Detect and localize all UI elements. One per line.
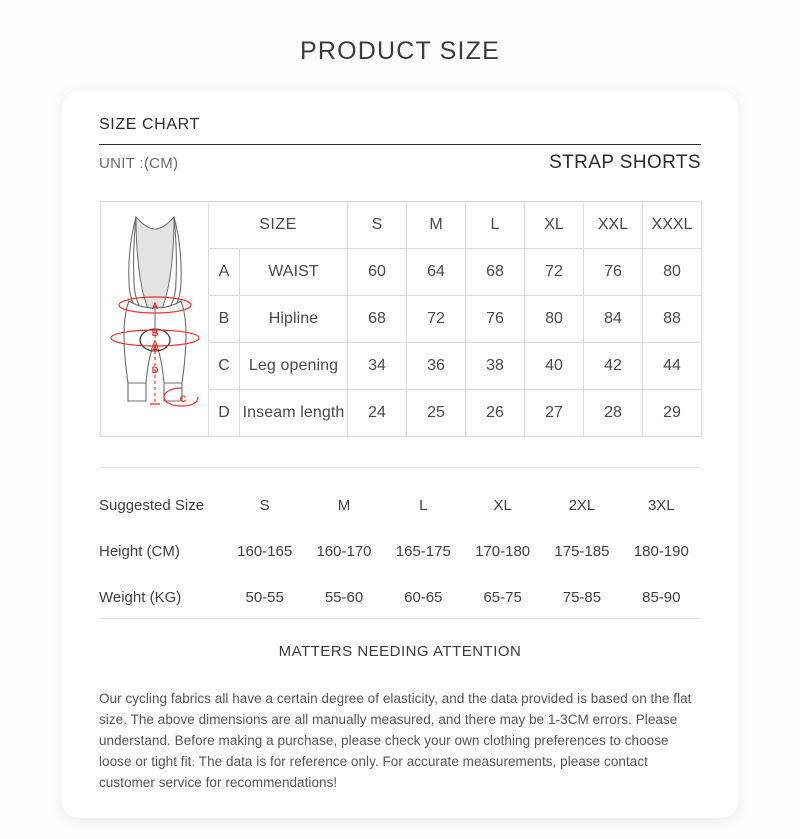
suggested-size-value: S <box>259 496 270 514</box>
size-column-header-s: S <box>348 202 407 249</box>
cell-value: 64 <box>407 249 466 296</box>
cell-value: 38 <box>466 343 525 390</box>
row-measurement-name: WAIST <box>240 249 348 296</box>
svg-text:D: D <box>151 365 158 375</box>
cell-value: 44 <box>643 343 702 390</box>
unit-label: UNIT :(CM) <box>99 155 179 172</box>
cell-value: 26 <box>466 390 525 437</box>
cell-value: 84 <box>584 296 643 343</box>
cell-value: 27 <box>525 390 584 437</box>
attention-divider <box>99 618 701 619</box>
table-header-row <box>101 202 702 249</box>
cell-value: 80 <box>525 296 584 343</box>
weight-row <box>99 574 701 620</box>
height-value: 160-165 <box>237 542 293 560</box>
cell-value: 88 <box>643 296 702 343</box>
weight-label: Weight (KG) <box>99 588 182 606</box>
suggested-size-row <box>99 482 701 528</box>
size-column-header-xxxl: XXXL <box>643 202 702 249</box>
height-value: 175-185 <box>554 542 610 560</box>
cell-value: 40 <box>525 343 584 390</box>
weight-value: 55-60 <box>324 588 364 606</box>
cell-value: 68 <box>348 296 407 343</box>
attention-body-text: Our cycling fabrics all have a certain degree of elasticity, and the data provided is based on the flat size. The above dimensions are all manually measured, and there may be 1-3CM errors. Please understand. Before making a purchase, please check your own clothing preferences to choose loose or tight fit. The data is for reference only. For accurate measurements, please contact customer service for recommendations! <box>99 691 692 790</box>
suggested-size-table <box>99 482 701 620</box>
page-title: PRODUCT SIZE <box>299 37 501 65</box>
row-letter: D <box>209 390 240 437</box>
svg-text:A: A <box>151 339 158 349</box>
svg-text:C: C <box>179 394 186 404</box>
row-letter: A <box>209 249 240 296</box>
svg-text:B: B <box>151 328 158 338</box>
weight-value: 50-55 <box>245 588 284 606</box>
suggested-size-value: M <box>337 496 351 514</box>
cell-value: 36 <box>407 343 466 390</box>
cell-value: 24 <box>348 390 407 437</box>
bib-shorts-icon <box>103 205 207 433</box>
suggested-size-value: 2XL <box>568 496 596 514</box>
attention-title: MATTERS NEEDING ATTENTION <box>278 643 522 660</box>
height-value: 170-180 <box>475 542 531 560</box>
suggested-size-value: XL <box>493 496 512 514</box>
size-measurement-table <box>100 201 702 437</box>
size-column-header-l: L <box>466 202 525 249</box>
row-letter: B <box>209 296 240 343</box>
cell-value: 25 <box>407 390 466 437</box>
height-value: 165-175 <box>395 542 451 560</box>
unit-row <box>99 152 701 174</box>
weight-value: 85-90 <box>642 588 681 606</box>
garment-diagram-cell <box>101 202 209 437</box>
cell-value: 34 <box>348 343 407 390</box>
cell-value: 28 <box>584 390 643 437</box>
height-value: 160-170 <box>316 542 372 560</box>
svg-text:A: A <box>151 301 158 311</box>
cell-value: 76 <box>466 296 525 343</box>
row-measurement-name: Leg opening <box>240 343 348 390</box>
weight-value: 75-85 <box>562 588 602 606</box>
cell-value: 80 <box>643 249 702 296</box>
suggested-size-divider-top <box>99 467 701 468</box>
cell-value: 72 <box>525 249 584 296</box>
size-chart-section-label: SIZE CHART <box>99 116 200 133</box>
weight-value: 65-75 <box>483 588 522 606</box>
row-measurement-name: Hipline <box>240 296 348 343</box>
size-header-cell: SIZE <box>209 202 348 249</box>
cell-value: 68 <box>466 249 525 296</box>
weight-value: 60-65 <box>404 588 443 606</box>
height-label: Height (CM) <box>99 542 180 560</box>
cell-value: 76 <box>584 249 643 296</box>
height-value: 180-190 <box>633 542 689 560</box>
suggested-size-label: Suggested Size <box>99 496 205 514</box>
cell-value: 42 <box>584 343 643 390</box>
cell-value: 60 <box>348 249 407 296</box>
header-divider <box>99 144 701 145</box>
size-chart-card <box>62 91 738 818</box>
cell-value: 29 <box>643 390 702 437</box>
size-column-header-xl: XL <box>525 202 584 249</box>
garment-type-label: STRAP SHORTS <box>549 152 701 173</box>
cell-value: 72 <box>407 296 466 343</box>
suggested-size-value: L <box>419 496 428 514</box>
size-column-header-xxl: XXL <box>584 202 643 249</box>
row-measurement-name: Inseam length <box>240 390 348 437</box>
size-column-header-m: M <box>407 202 466 249</box>
suggested-size-value: 3XL <box>647 496 675 514</box>
row-letter: C <box>209 343 240 390</box>
height-row <box>99 528 701 574</box>
